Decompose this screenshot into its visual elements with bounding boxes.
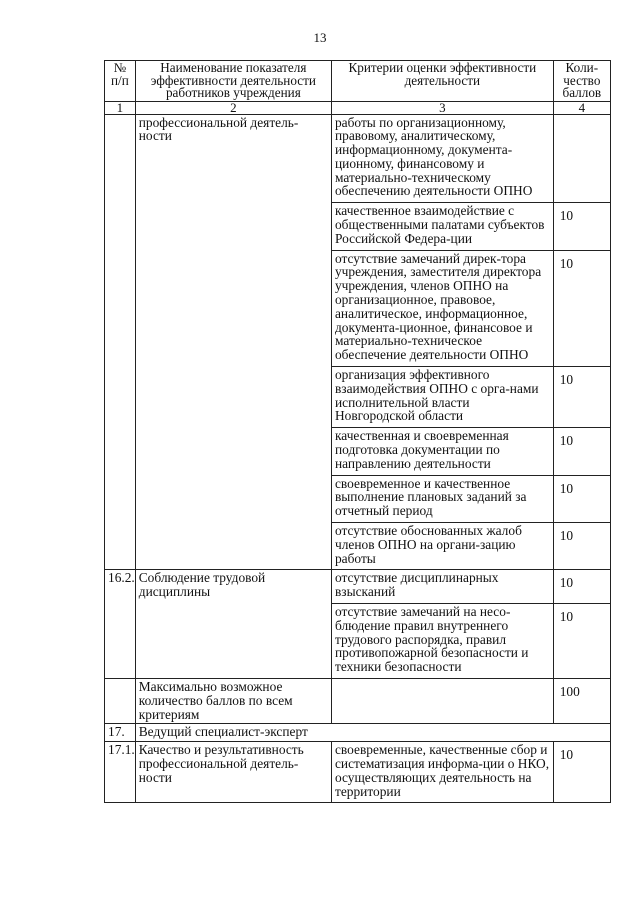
criterion-text: отсутствие замечаний дирек-тора учреждения, заместителя директора учреждения, членов ОПНО на организационное, правовое, аналитическое, информационное, документа-ционное, финансовое и материально-техническое обеспечение деятельности ОПНО — [331, 250, 553, 366]
points-total: 100 — [553, 678, 610, 723]
column-number: 4 — [553, 101, 610, 114]
criterion-text: отсутствие замечаний на несо-блюдение правил внутреннего трудового распорядка, правил противопожарной безопасности и техники безопасности — [331, 604, 553, 679]
points-value: 10 — [553, 523, 610, 570]
column-number: 3 — [331, 101, 553, 114]
header-points: Коли-чество баллов — [553, 61, 610, 102]
section-title: Ведущий специалист-эксперт — [135, 724, 610, 742]
column-number: 1 — [105, 101, 136, 114]
points-value: 10 — [553, 475, 610, 522]
table-row — [105, 742, 611, 803]
points-value: 10 — [553, 570, 610, 604]
points-value: 10 — [553, 742, 610, 803]
page-number: 13 — [313, 30, 327, 45]
table-header-row — [105, 61, 611, 102]
points-value — [553, 114, 610, 203]
indicator-name: Соблюдение трудовой дисциплины — [135, 570, 331, 679]
criterion-text: качественная и своевременная подготовка документации по направлению деятельности — [331, 428, 553, 475]
criterion-text: своевременные, качественные сбор и систематизация информа-ции о НКО, осуществляющих деятельность на территории — [331, 742, 553, 803]
criteria-table — [104, 60, 611, 803]
table-row — [105, 114, 611, 203]
header-indicator-name: Наименование показателя эффективности деятельности работников учреждения — [135, 61, 331, 102]
points-value: 10 — [553, 203, 610, 250]
indicator-name: Максимально возможное количество баллов по всем критериям — [135, 678, 331, 723]
points-value: 10 — [553, 428, 610, 475]
row-number — [105, 678, 136, 723]
indicator-name: Качество и результативность профессиональной деятель-ности — [135, 742, 331, 803]
row-number: 16.2. — [105, 570, 136, 679]
column-number: 2 — [135, 101, 331, 114]
criterion-text — [331, 678, 553, 723]
row-number — [105, 114, 136, 570]
points-value: 10 — [553, 604, 610, 679]
table-row-total — [105, 678, 611, 723]
criterion-text: работы по организационному, правовому, аналитическому, информационному, документа-ционному, финансовому и материально-техническому обеспечению деятельности ОПНО — [331, 114, 553, 203]
criterion-text: качественное взаимодействие с общественными палатами субъектов Российской Федера-ции — [331, 203, 553, 250]
criterion-text: отсутствие обоснованных жалоб членов ОПНО на органи-зацию работы — [331, 523, 553, 570]
column-number-row — [105, 101, 611, 114]
row-number: 17. — [105, 724, 136, 742]
criterion-text: своевременное и качественное выполнение плановых заданий за отчетный период — [331, 475, 553, 522]
criterion-text: организация эффективного взаимодействия ОПНО с орга-нами исполнительной власти Новгородской области — [331, 367, 553, 428]
indicator-name: профессиональной деятель-ности — [135, 114, 331, 570]
points-value: 10 — [553, 250, 610, 366]
row-number: 17.1. — [105, 742, 136, 803]
criterion-text: отсутствие дисциплинарных взысканий — [331, 570, 553, 604]
table-row — [105, 570, 611, 604]
header-number: № п/п — [105, 61, 136, 102]
header-criteria: Критерии оценки эффективности деятельности — [331, 61, 553, 102]
table-row-section — [105, 724, 611, 742]
points-value: 10 — [553, 367, 610, 428]
